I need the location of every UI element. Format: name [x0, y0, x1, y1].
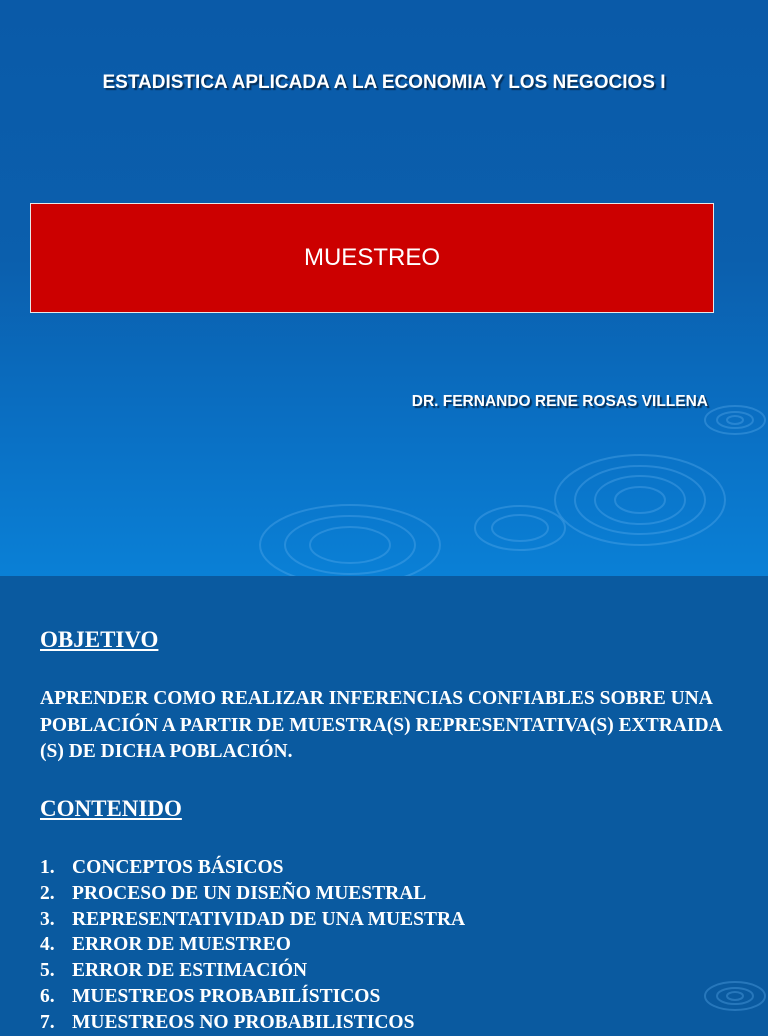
list-item [40, 881, 465, 907]
content-heading: CONTENIDO [40, 796, 182, 821]
list-item-label: PROCESO DE UN DISEÑO MUESTRAL [72, 882, 427, 904]
list-item-label: MUESTREOS PROBABILÍSTICOS [72, 985, 381, 1007]
author-name: DR. FERNANDO RENE ROSAS VILLENA [411, 393, 708, 410]
list-item-number: 7. [40, 1011, 55, 1033]
topic-title-box [30, 203, 714, 313]
list-item-label: MUESTREOS NO PROBABILISTICOS [72, 1011, 415, 1033]
objective-heading: OBJETIVO [40, 627, 159, 652]
objective-text: APRENDER COMO REALIZAR INFERENCIAS CONFIABLES SOBRE UNA POBLACIÓN A PARTIR DE MUESTRA(S) REPRESENTATIVA(S) EXTRAIDA (S) DE DICHA POBLACIÓN. [40, 688, 722, 762]
topic-title: MUESTREO [303, 244, 440, 271]
list-item-number: 4. [40, 934, 55, 956]
list-item [40, 1010, 465, 1036]
list-item-number: 5. [40, 960, 55, 982]
course-title: ESTADISTICA APLICADA A LA ECONOMIA Y LOS NEGOCIOS I [102, 72, 666, 93]
list-item-number: 6. [40, 985, 55, 1007]
list-item [40, 907, 465, 933]
content-list [40, 855, 465, 1036]
list-item [40, 855, 465, 881]
list-item-label: ERROR DE ESTIMACIÓN [72, 960, 308, 982]
list-item [40, 932, 465, 958]
list-item-number: 3. [40, 908, 55, 930]
list-item-label: CONCEPTOS BÁSICOS [72, 857, 284, 878]
list-item-number: 1. [40, 857, 55, 878]
list-item [40, 984, 465, 1010]
list-item-label: ERROR DE MUESTREO [72, 934, 291, 956]
list-item-number: 2. [40, 882, 55, 904]
list-item-label: REPRESENTATIVIDAD DE UNA MUESTRA [72, 908, 466, 930]
list-item [40, 958, 465, 984]
